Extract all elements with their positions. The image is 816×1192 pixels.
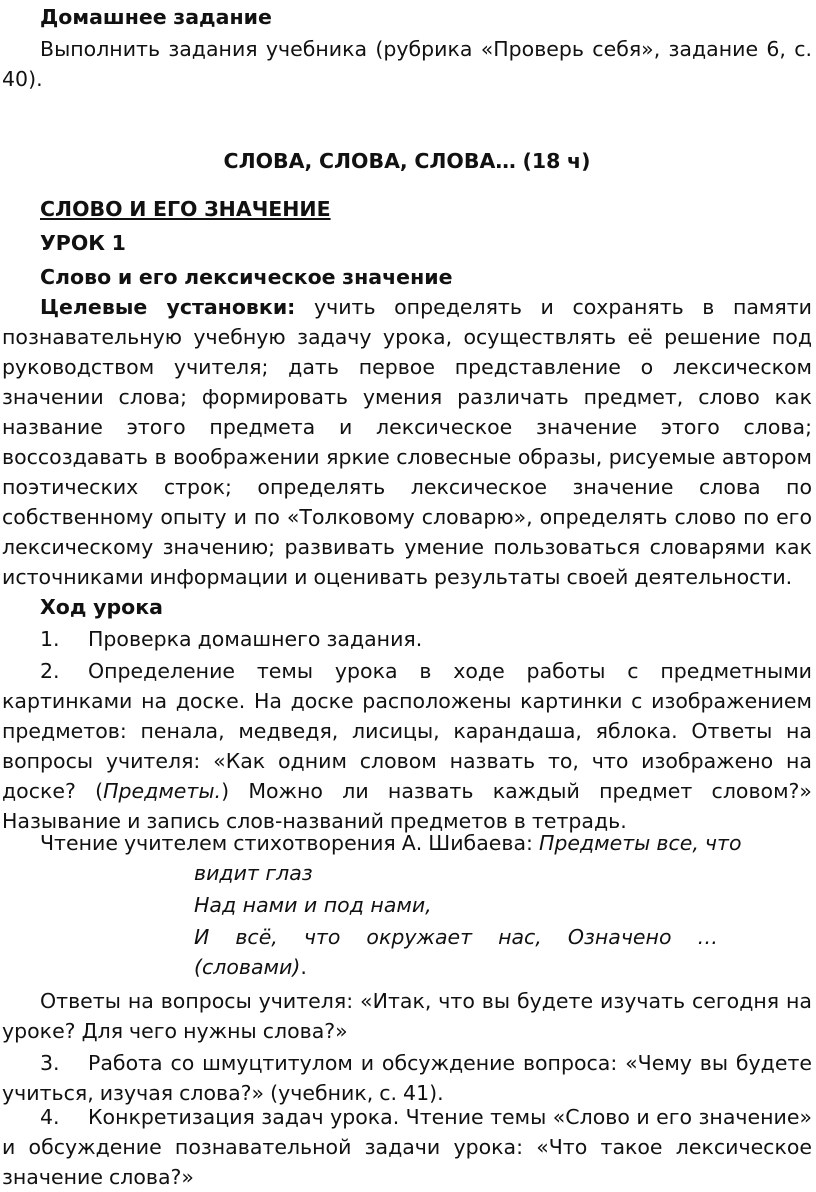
step-2-number: 2.	[40, 659, 60, 683]
goals-text: учить определять и сохранять в памяти познавательную учебную задачу урока, осуществлять её решение под руководством учителя; дать первое представление о лексическом значении слова; формировать умения различать предмет, слово как название этого предмета и лексическое значение этого слова; воссоздавать в воображении яркие словесные образы, рисуемые автором поэтических строк; определять лексическое значение слова по собственному опыту и по «Толковому словарю», определять слово по его лексическому значению; развивать умение пользоваться словарями как источниками информации и оценивать результаты своей деятельности.	[2, 295, 812, 589]
chapter-title: СЛОВА, СЛОВА, СЛОВА… (18 ч)	[223, 149, 591, 173]
homework-text: Выполнить задания учебника (рубрика «Проверь себя», задание 6, с. 40).	[2, 37, 812, 91]
poem-line-4-wrap	[194, 922, 718, 982]
lesson-goals	[0, 292, 812, 592]
lesson-number: УРОК 1	[40, 231, 126, 255]
step-1-number: 1.	[40, 627, 60, 651]
step-1-text: Проверка домашнего задания.	[88, 627, 423, 651]
step-4-number: 4.	[40, 1105, 60, 1129]
poem-line-4: И всё, что окружает нас, Означено … (словами)	[194, 925, 718, 979]
step-1	[38, 624, 812, 654]
poem-line-1: Предметы все, что	[538, 831, 742, 855]
step-2-text-a: Определение темы урока в ходе работы с предметными картинками на доске. На доске расположены картинки с изображением предметов: пенала, медведя, лисицы, карандаша, яблока. Ответы на вопросы учителя: «Как одним словом назвать то, что изображено на доске? (	[2, 659, 812, 803]
section-title-wrap	[38, 194, 812, 224]
goals-label: Целевые установки:	[40, 295, 296, 319]
step-3-text: Работа со шмуцтитулом и обсуждение вопроса: «Чему вы будете учиться, изучая слова?» (учебник, с. 41).	[2, 1051, 812, 1105]
step-4-text: Конкретизация задач урока. Чтение темы «Слово и его значение» и обсуждение познавательной задачи урока: «Что такое лексическое значение слова?»	[2, 1105, 812, 1189]
poem-end: .	[300, 955, 307, 979]
answers-paragraph: Ответы на вопросы учителя: «Итак, что вы будете изучать сегодня на уроке? Для чего нужны слова?»	[2, 989, 812, 1043]
step-4	[0, 1102, 812, 1192]
poem-line-3: Над нами и под нами,	[194, 893, 432, 917]
lesson-topic: Слово и его лексическое значение	[40, 265, 453, 289]
reading-line	[0, 828, 812, 858]
step-2	[0, 656, 812, 836]
section-title: СЛОВО И ЕГО ЗНАЧЕНИЕ	[40, 197, 331, 221]
poem-line-2: видит глаз	[194, 861, 313, 885]
step-2-italic: Предметы.	[103, 779, 222, 803]
homework-title: Домашнее задание	[40, 5, 272, 29]
step-3	[0, 1048, 812, 1108]
reading-text: Чтение учителем стихотворения А. Шибаева:	[40, 831, 539, 855]
step-3-number: 3.	[40, 1051, 60, 1075]
step-2-text-b: ) Можно ли назвать каждый предмет словом?» Называние и запись слов-названий предметов в тетрадь.	[2, 779, 812, 833]
course-title: Ход урока	[40, 595, 163, 619]
